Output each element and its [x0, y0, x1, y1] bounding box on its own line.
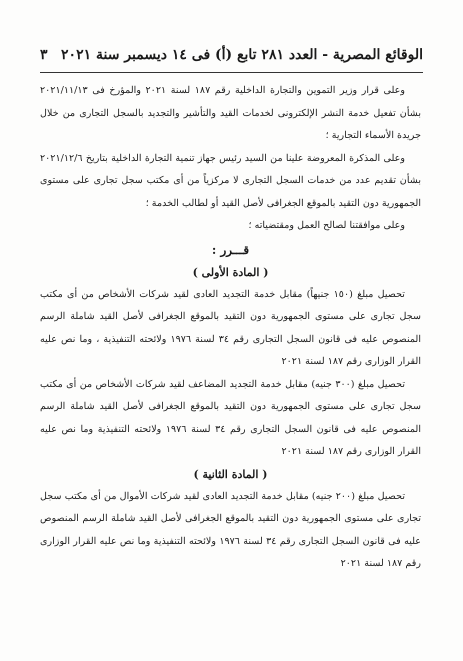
preamble-paragraph-3: وعلى موافقتنا لصالح العمل ومقتضياته ؛	[248, 220, 405, 231]
header-rule	[40, 72, 423, 73]
preamble-paragraph-2: وعلى المذكرة المعروضة علينا من السيد رئيس جهاز تنمية التجارة الداخلية بتاريخ ٢٠٢١/١٢/٦ بشأن تقديم عدد من خدمات السجل التجارى لا مركزياً من أى مكتب سجل تجارى على مستوى الجمهورية دون التقيد بالموقع الجغرافى لأصل القيد أو لطالب الخدمة ؛	[40, 152, 421, 209]
article-2-paragraph-1: تحصيل مبلغ (٢٠٠ جنيه) مقابل خدمة التجديد العادى لقيد شركات الأموال من أى مكتب سجل تجارى على مستوى الجمهورية دون التقيد بالموقع الجغرافى لأصل القيد شاملة الرسم المنصوص عليه فى قانون السجل التجارى رقم ٣٤ لسنة ١٩٧٦ ولائحته التنفيذية وما نص عليه القرار الوزارى رقم ١٨٧ لسنة ٢٠٢١	[40, 490, 422, 569]
document-body	[40, 80, 421, 576]
decision-heading: قـــرر :	[211, 242, 250, 257]
article-1-paragraph-2: تحصيل مبلغ (٣٠٠ جنيه) مقابل خدمة التجديد المضاعف لقيد شركات الأشخاص من أى مكتب سجل تجارى على مستوى الجمهورية دون التقيد بالموقع الجغرافى لأصل القيد شاملة الرسم المنصوص عليه فى قانون السجل التجارى رقم ٣٤ لسنة ١٩٧٦ ولائحته التنفيذية وما نص عليه القرار الوزارى رقم ١٨٧ لسنة ٢٠٢١	[40, 378, 421, 457]
gazette-header-title: الوقائع المصرية - العدد ٢٨١ تابع (أ) فى ١٤ ديسمبر سنة ٢٠٢١	[61, 47, 423, 63]
preamble-paragraph-1: وعلى قرار وزير التموين والتجارة الداخلية رقم ١٨٧ لسنة ٢٠٢١ والمؤرخ فى ٢٠٢١/١١/١٣ بشأن تفعيل خدمة النشر الإلكترونى لخدمات القيد والتأشير والتجديد بالسجل التجارى من خلال جريدة الأسماء التجارية ؛	[40, 85, 421, 141]
page-number: ٣	[40, 47, 48, 63]
page-header	[40, 44, 423, 66]
article-1-heading: ( المادة الأولى )	[192, 265, 269, 279]
article-1-paragraph-1: تحصيل مبلغ (١٥٠ جنيهاً) مقابل خدمة التجديد العادى لقيد شركات الأشخاص من أى مكتب سجل تجارى على مستوى الجمهورية دون التقيد بالموقع الجغرافى لأصل القيد شاملة الرسم المنصوص عليه فى قانون السجل التجارى رقم ٣٤ لسنة ١٩٧٦ ولائحته التنفيذية ، وما نص عليه القرار الوزارى رقم ١٨٧ لسنة ٢٠٢١	[40, 288, 422, 367]
article-2-heading: ( المادة الثانية )	[193, 467, 268, 481]
